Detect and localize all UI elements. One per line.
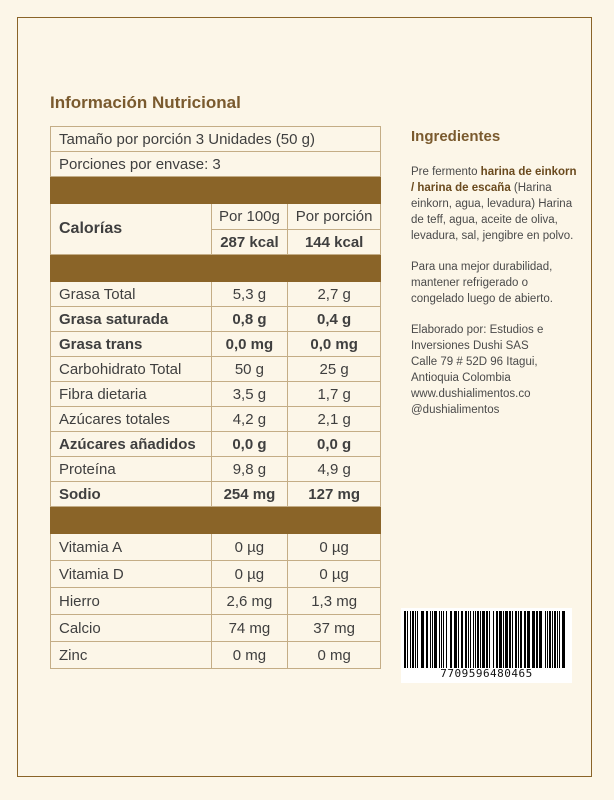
barcode-bar [458,611,459,668]
barcode-bar [536,611,538,668]
barcode-bar [446,611,447,668]
barcode-bar [518,611,519,668]
barcode-bar [524,611,526,668]
address-line: Calle 79 # 52D 96 Itagui, [411,356,538,368]
barcode-bar [477,611,479,668]
value-per-serving: 4,9 g [288,457,381,482]
value-per-serving: 0 µg [288,561,381,588]
barcode-bar [482,611,485,668]
nutrient-name: Sodio [51,482,212,507]
barcode-bar [404,611,406,668]
barcode-bar [454,611,457,668]
value-per100: 5,3 g [211,282,288,307]
barcode-bar [426,611,428,668]
barcode-bar [450,611,452,668]
nutrient-row [51,332,381,357]
nutrient-name: Grasa trans [51,332,212,357]
ingredients-text-a: Pre fermento [411,166,481,178]
calories-per100: 287 kcal [211,230,288,255]
barcode-bar [512,611,513,668]
nutrient-row [51,561,381,588]
value-per100: 254 mg [211,482,288,507]
value-per-serving: 1,3 mg [288,588,381,615]
nutrient-name: Grasa Total [51,282,212,307]
barcode-bar [480,611,481,668]
barcode-bar [562,611,565,668]
nutrient-row [51,642,381,669]
value-per-serving: 0 µg [288,534,381,561]
nutrient-row [51,588,381,615]
barcode-bar [515,611,517,668]
barcode-bar [465,611,467,668]
nutrient-name: Azúcares totales [51,407,212,432]
barcode-bar [554,611,556,668]
barcode-bar [527,611,530,668]
manufacturer-info [411,322,581,418]
value-per100: 0 µg [211,534,288,561]
barcode-bar [468,611,469,668]
nutrient-name: Carbohidrato Total [51,357,212,382]
nutrition-title: Información Nutricional [50,93,241,112]
nutrient-row [51,432,381,457]
calories-label: Calorías [51,204,212,255]
barcode-bar [503,611,504,668]
calories-per-serving: 144 kcal [288,230,381,255]
barcode-bar [532,611,535,668]
value-per100: 50 g [211,357,288,382]
nutrient-name: Zinc [51,642,212,669]
ingredients-panel [411,128,581,418]
value-per-serving: 0,0 mg [288,332,381,357]
barcode-bar [461,611,463,668]
barcode-bar [493,611,494,668]
value-per100: 0,8 g [211,307,288,332]
barcode-number: 7709596480465 [440,667,533,680]
nutrition-table [50,126,381,669]
value-per100: 0 mg [211,642,288,669]
barcode-bar [486,611,488,668]
barcode-bar [473,611,474,668]
ingredients-text-c: (Harina einkorn, agua, levadura) Harina de teff, agua, aceite de oliva, levadura, sal, jengibre en polvo. [411,182,574,242]
nutrient-name: Vitamia D [51,561,212,588]
value-per100: 0,0 mg [211,332,288,357]
barcode-bar [489,611,490,668]
barcode-bar [505,611,508,668]
website-text: www.dushialimentos.co [411,388,531,400]
section-band [51,507,381,534]
barcode-bar [407,611,408,668]
value-per100: 4,2 g [211,407,288,432]
barcode-bar [417,611,418,668]
value-per100: 2,6 mg [211,588,288,615]
barcode-bar [434,611,437,668]
value-per-serving: 1,7 g [288,382,381,407]
value-per100: 9,8 g [211,457,288,482]
section-band [51,177,381,204]
value-per-serving: 0,0 g [288,432,381,457]
barcode-bar [470,611,471,668]
barcode-bar [443,611,444,668]
nutrient-row [51,307,381,332]
value-per-serving: 0 mg [288,642,381,669]
nutrient-row [51,534,381,561]
nutrient-row [51,457,381,482]
nutrient-name: Calcio [51,615,212,642]
barcode-bar [549,611,551,668]
value-per100: 0 µg [211,561,288,588]
value-per100: 74 mg [211,615,288,642]
social-handle: @dushialimentos [411,404,500,416]
barcode-bar [539,611,542,668]
ingredients-title: Ingredientes [411,128,501,145]
nutrient-name: Fibra dietaria [51,382,212,407]
servings-per-package: Porciones por envase: 3 [51,152,381,177]
nutrient-name: Proteína [51,457,212,482]
barcode-bar [552,611,553,668]
nutrient-row [51,357,381,382]
col-header-per-serving: Por porción [288,204,381,230]
value-per100: 0,0 g [211,432,288,457]
barcode-bar [412,611,414,668]
barcode-bar [557,611,558,668]
ingredients-text-bold: harina de einkorn / harina de escaña [411,166,577,194]
nutrient-row [51,615,381,642]
storage-instructions: Para una mejor durabilidad, mantener refrigerado o congelado luego de abierto. [411,261,553,305]
value-per-serving: 2,7 g [288,282,381,307]
barcode-bar [559,611,560,668]
value-per100: 3,5 g [211,382,288,407]
barcode-bar [441,611,442,668]
value-per-serving: 127 mg [288,482,381,507]
barcode-bar [432,611,433,668]
barcode-bar [410,611,411,668]
barcode-bar [509,611,511,668]
serving-size: Tamaño por porción 3 Unidades (50 g) [51,127,381,152]
nutrient-row [51,382,381,407]
nutrient-row [51,482,381,507]
barcode-bar [499,611,502,668]
barcode-bar [545,611,546,668]
ingredients-text [411,164,581,244]
barcode-bar [430,611,431,668]
nutrient-row [51,407,381,432]
nutrient-row [51,282,381,307]
barcode-bar [475,611,476,668]
value-per-serving: 2,1 g [288,407,381,432]
nutrient-name: Azúcares añadidos [51,432,212,457]
barcode-bar [415,611,416,668]
barcode-bar [547,611,548,668]
manufacturer-line: Inversiones Dushi SAS [411,340,529,352]
nutrient-name: Vitamia A [51,534,212,561]
value-per-serving: 0,4 g [288,307,381,332]
barcode-bar [439,611,440,668]
value-per-serving: 37 mg [288,615,381,642]
section-band [51,255,381,282]
barcode-bars [401,608,572,670]
barcode-bar [520,611,522,668]
manufacturer-line: Elaborado por: Estudios e [411,324,544,336]
nutrient-name: Hierro [51,588,212,615]
barcode [401,608,572,683]
barcode-bar [421,611,424,668]
address-line: Antioquia Colombia [411,372,511,384]
col-header-per100: Por 100g [211,204,288,230]
barcode-bar [496,611,498,668]
nutrient-name: Grasa saturada [51,307,212,332]
value-per-serving: 25 g [288,357,381,382]
